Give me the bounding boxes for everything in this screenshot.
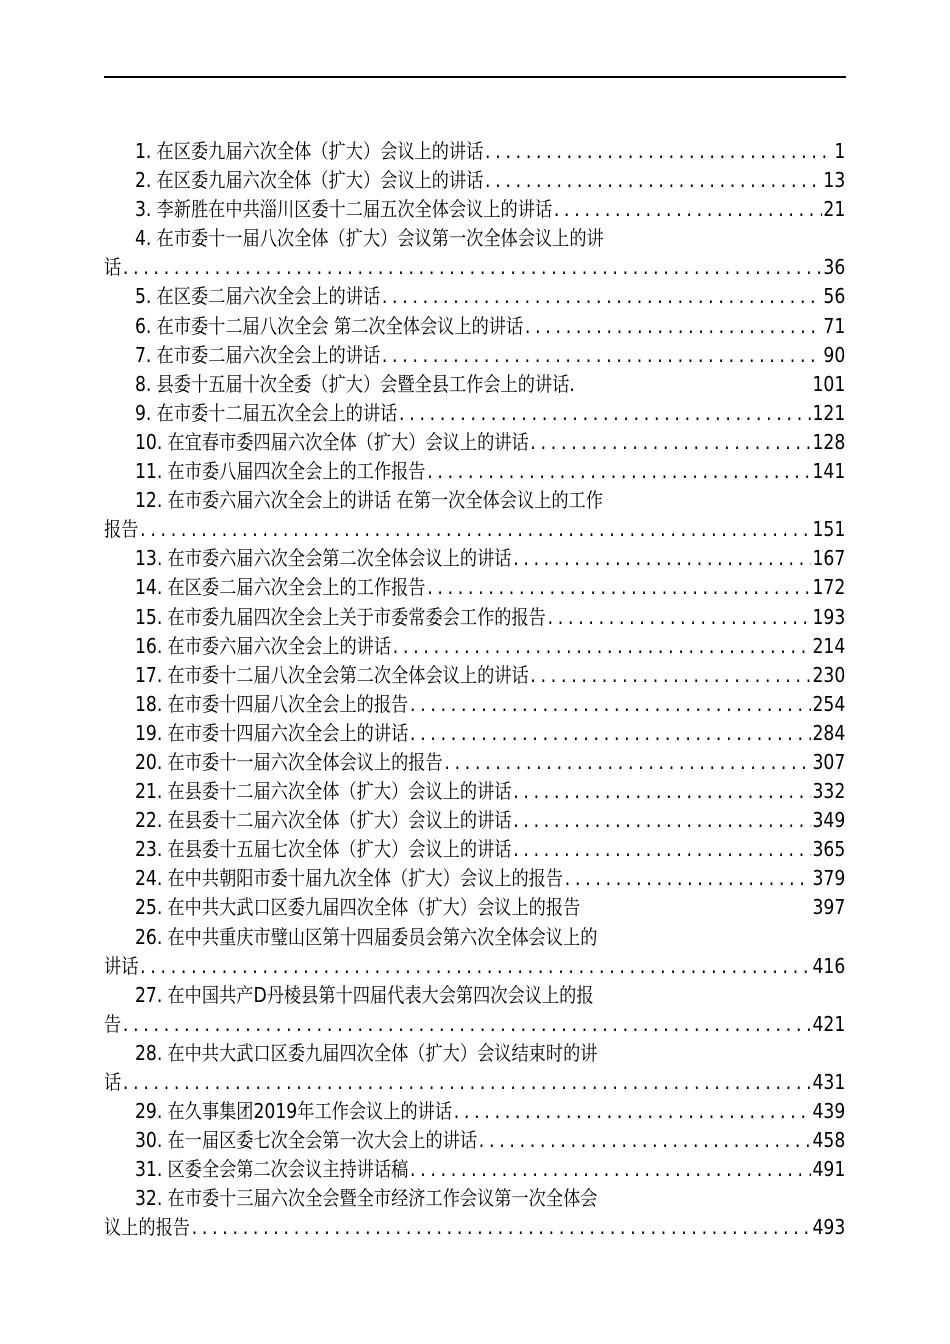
toc-entry-25[interactable]: [104, 893, 845, 922]
entry-page: 349: [812, 808, 846, 833]
entry-title: 在市委十一届八次全体（扩大）会议第一次全体会议上的讲: [156, 226, 604, 251]
toc-entry-12-line2[interactable]: [104, 515, 845, 544]
entry-page: 56: [823, 284, 846, 309]
entry-title-continued: 讲话: [104, 953, 139, 978]
entry-title: 在区委九届六次全体（扩大）会议上的讲话: [156, 168, 484, 193]
toc-entry-30[interactable]: [104, 1126, 845, 1155]
dot-leader: [525, 312, 822, 341]
dot-leader: [530, 428, 810, 457]
toc-entry-2[interactable]: [104, 166, 845, 195]
dot-leader: [485, 137, 833, 166]
toc-entry-4-line2[interactable]: [104, 253, 845, 282]
entry-page: 431: [812, 1070, 846, 1094]
toc-entry-10[interactable]: [104, 428, 845, 457]
entry-number: 25.: [134, 895, 163, 920]
entry-page: 332: [812, 779, 846, 804]
toc-entry-9[interactable]: [104, 399, 845, 428]
toc-entry-29[interactable]: [104, 1097, 845, 1126]
toc-entry-19[interactable]: [104, 719, 845, 748]
toc-entry-32-line2[interactable]: [104, 1213, 845, 1242]
entry-title: 在市委十二届八次全会 第二次全体会议上的讲话: [156, 313, 524, 338]
entry-title: 在区委二届六次全会上的讲话: [156, 284, 381, 309]
entry-page: 214: [812, 633, 846, 658]
entry-title-continued: 议上的报告: [104, 1215, 190, 1240]
entry-number: 6.: [134, 313, 152, 338]
toc-entry-13[interactable]: [104, 544, 845, 573]
dot-leader: [410, 690, 811, 719]
entry-number: 19.: [134, 720, 163, 745]
entry-title: 在一届区委七次全会第一次大会上的讲话: [167, 1128, 478, 1153]
entry-title: 在县委十二届六次全体（扩大）会议上的讲话: [167, 808, 512, 833]
dot-leader: [123, 1010, 811, 1039]
entry-number: 32.: [134, 1186, 163, 1211]
entry-number: 5.: [134, 284, 152, 309]
entry-number: 8.: [134, 371, 152, 396]
toc-entry-21[interactable]: [104, 777, 845, 806]
entry-title: 在市委六届六次全会上的讲话 在第一次全体会议上的工作: [167, 488, 603, 513]
entry-page: 307: [812, 749, 846, 774]
entry-page: 141: [812, 459, 846, 484]
toc-entry-1[interactable]: [104, 137, 845, 166]
dot-leader: [479, 1126, 811, 1155]
entry-page: 167: [812, 546, 846, 571]
entry-number: 29.: [134, 1099, 163, 1124]
entry-number: 24.: [134, 866, 163, 891]
toc-entry-31[interactable]: [104, 1155, 845, 1184]
entry-number: 27.: [134, 982, 163, 1007]
entry-title: 县委十五届十次全委（扩大）会暨全县工作会上的讲话.: [156, 371, 575, 396]
entry-title: 在区委二届六次全会上的工作报告: [167, 575, 426, 600]
entry-number: 17.: [134, 662, 163, 687]
toc-entry-28-line2[interactable]: [104, 1068, 845, 1097]
toc-entry-27-line1[interactable]: [104, 981, 845, 1010]
entry-number: 10.: [134, 429, 163, 454]
entry-page: 13: [823, 168, 846, 193]
dot-leader: [554, 195, 822, 224]
entry-title: 在市委二届六次全会上的讲话: [156, 342, 381, 367]
toc-entry-27-line2[interactable]: [104, 1010, 845, 1039]
entry-title: 在区委九届六次全体（扩大）会议上的讲话: [156, 139, 484, 163]
toc-entry-14[interactable]: [104, 573, 845, 602]
entry-title: 在中共大武口区委九届四次全体（扩大）会议结束时的讲: [167, 1040, 598, 1065]
toc-entry-26-line1[interactable]: [104, 923, 845, 952]
entry-page: 71: [823, 313, 846, 338]
toc-entry-16[interactable]: [104, 632, 845, 661]
entry-number: 7.: [134, 342, 152, 367]
entry-number: 3.: [134, 197, 152, 222]
entry-page: 491: [812, 1157, 846, 1182]
dot-leader: [410, 719, 811, 748]
entry-title: 在市委十二届八次全会第二次全体会议上的讲话: [167, 662, 529, 687]
entry-title-continued: 报告: [104, 517, 139, 542]
entry-page: 416: [812, 953, 846, 978]
entry-page: 421: [812, 1011, 846, 1036]
entry-title: 在中共大武口区委九届四次全体（扩大）会议上的报告: [167, 895, 581, 920]
entry-page: 90: [823, 342, 846, 367]
entry-title: 在市委十四届八次全会上的报告: [167, 691, 409, 716]
entry-title: 在中共重庆市璧山区第十四届委员会第六次全体会议上的: [167, 924, 598, 949]
dot-leader: [530, 661, 810, 690]
toc-entry-8[interactable]: [104, 370, 845, 399]
entry-page: 379: [812, 866, 846, 891]
toc-entry-4-line1[interactable]: [104, 224, 845, 253]
dot-leader: [140, 952, 811, 981]
entry-number: 4.: [134, 226, 152, 251]
entry-title: 在县委十五届七次全体（扩大）会议上的讲话: [167, 837, 512, 862]
dot-leader: [382, 282, 822, 311]
entry-title: 李新胜在中共淄川区委十二届五次全体会议上的讲话: [156, 197, 553, 222]
toc-entry-11[interactable]: [104, 457, 845, 486]
entry-page: 193: [812, 604, 846, 629]
header-rule: [104, 76, 846, 78]
dot-leader: [444, 748, 810, 777]
entry-number: 9.: [134, 400, 152, 425]
entry-number: 30.: [134, 1128, 163, 1153]
entry-page: 458: [812, 1128, 846, 1153]
entry-number: 13.: [134, 546, 163, 571]
entry-title-continued: 话: [104, 1070, 122, 1094]
entry-number: 20.: [134, 749, 163, 774]
entry-page: 128: [812, 429, 846, 454]
entry-number: 1.: [134, 139, 152, 163]
entry-title: 在宜春市委四届六次全体（扩大）会议上的讲话: [167, 429, 529, 454]
entry-title: 在市委十二届五次全会上的讲话: [156, 400, 398, 425]
entry-title: 在市委九届四次全会上关于市委常委会工作的报告: [167, 604, 546, 629]
toc-entry-26-line2[interactable]: [104, 952, 845, 981]
entry-page: 493: [812, 1215, 846, 1240]
toc-entry-12-line1[interactable]: [104, 486, 845, 515]
entry-number: 12.: [134, 488, 163, 513]
entry-number: 22.: [134, 808, 163, 833]
entry-title-continued: 告: [104, 1011, 122, 1036]
toc-entry-32-line1[interactable]: [104, 1184, 845, 1213]
entry-title: 在县委十二届六次全体（扩大）会议上的讲话: [167, 779, 512, 804]
dot-leader: [140, 515, 811, 544]
toc-entry-23[interactable]: [104, 835, 845, 864]
dot-leader: [123, 1068, 811, 1097]
entry-page: 365: [812, 837, 846, 862]
entry-number: 21.: [134, 779, 163, 804]
entry-page: 121: [812, 400, 846, 425]
entry-number: 2.: [134, 168, 152, 193]
entry-number: 28.: [134, 1040, 163, 1065]
entry-page: 397: [812, 895, 846, 920]
entry-number: 15.: [134, 604, 163, 629]
dot-leader: [410, 1155, 811, 1184]
dot-leader: [454, 1097, 811, 1126]
entry-title: 在市委十三届六次全会暨全市经济工作会议第一次全体会: [167, 1186, 598, 1211]
toc-entry-15[interactable]: [104, 603, 845, 632]
dot-leader: [192, 1213, 811, 1242]
entry-page: 254: [812, 691, 846, 716]
dot-leader: [123, 253, 822, 282]
toc-entry-18[interactable]: [104, 690, 845, 719]
entry-number: 16.: [134, 633, 163, 658]
entry-title: 在市委十四届六次全会上的讲话: [167, 720, 409, 745]
entry-number: 26.: [134, 924, 163, 949]
entry-title: 在市委六届六次全会第二次全体会议上的讲话: [167, 546, 512, 571]
entry-page: 101: [812, 371, 846, 396]
entry-title-continued: 话: [104, 255, 122, 280]
dot-leader: [399, 399, 811, 428]
entry-number: 11.: [134, 459, 163, 484]
entry-page: 151: [812, 517, 846, 542]
toc-entry-17[interactable]: [104, 661, 845, 690]
entry-title: 在中共朝阳市委十届九次全体（扩大）会议上的报告: [167, 866, 564, 891]
toc-entry-3[interactable]: [104, 195, 845, 224]
entry-title: 在中国共产D丹棱县第十四届代表大会第四次会议上的报: [167, 982, 594, 1007]
entry-page: 36: [823, 255, 846, 280]
dot-leader: [485, 166, 822, 195]
entry-page: 21: [823, 197, 846, 222]
dot-leader: [513, 544, 811, 573]
entry-title: 在市委八届四次全会上的工作报告: [167, 459, 426, 484]
entry-page: 284: [812, 720, 846, 745]
entry-number: 31.: [134, 1157, 163, 1182]
toc-entry-28-line1[interactable]: [104, 1039, 845, 1068]
entry-title: 在市委六届六次全会上的讲话: [167, 633, 392, 658]
dot-leader: [513, 835, 811, 864]
toc-entry-6[interactable]: [104, 312, 845, 341]
entry-page: 230: [812, 662, 846, 687]
toc-entry-7[interactable]: [104, 341, 845, 370]
dot-leader: [427, 457, 811, 486]
toc-entry-24[interactable]: [104, 864, 845, 893]
toc-entry-22[interactable]: [104, 806, 845, 835]
entry-title: 区委全会第二次会议主持讲话稿: [167, 1157, 409, 1182]
entry-number: 14.: [134, 575, 163, 600]
toc-entry-20[interactable]: [104, 748, 845, 777]
toc-entry-5[interactable]: [104, 282, 845, 311]
entry-number: 23.: [134, 837, 163, 862]
dot-leader: [393, 632, 811, 661]
entry-page: 439: [812, 1099, 846, 1124]
dot-leader: [565, 864, 811, 893]
entry-page: 1: [834, 139, 846, 163]
entry-title: 在市委十一届六次全体会议上的报告: [167, 749, 443, 774]
entry-page: 172: [812, 575, 846, 600]
dot-leader: [548, 603, 811, 632]
dot-leader: [427, 573, 811, 602]
dot-leader: [513, 777, 811, 806]
dot-leader: [382, 341, 822, 370]
entry-number: 18.: [134, 691, 163, 716]
table-of-contents: [104, 137, 846, 1243]
dot-leader: [513, 806, 811, 835]
entry-title: 在久事集团2019年工作会议上的讲话: [167, 1099, 453, 1124]
